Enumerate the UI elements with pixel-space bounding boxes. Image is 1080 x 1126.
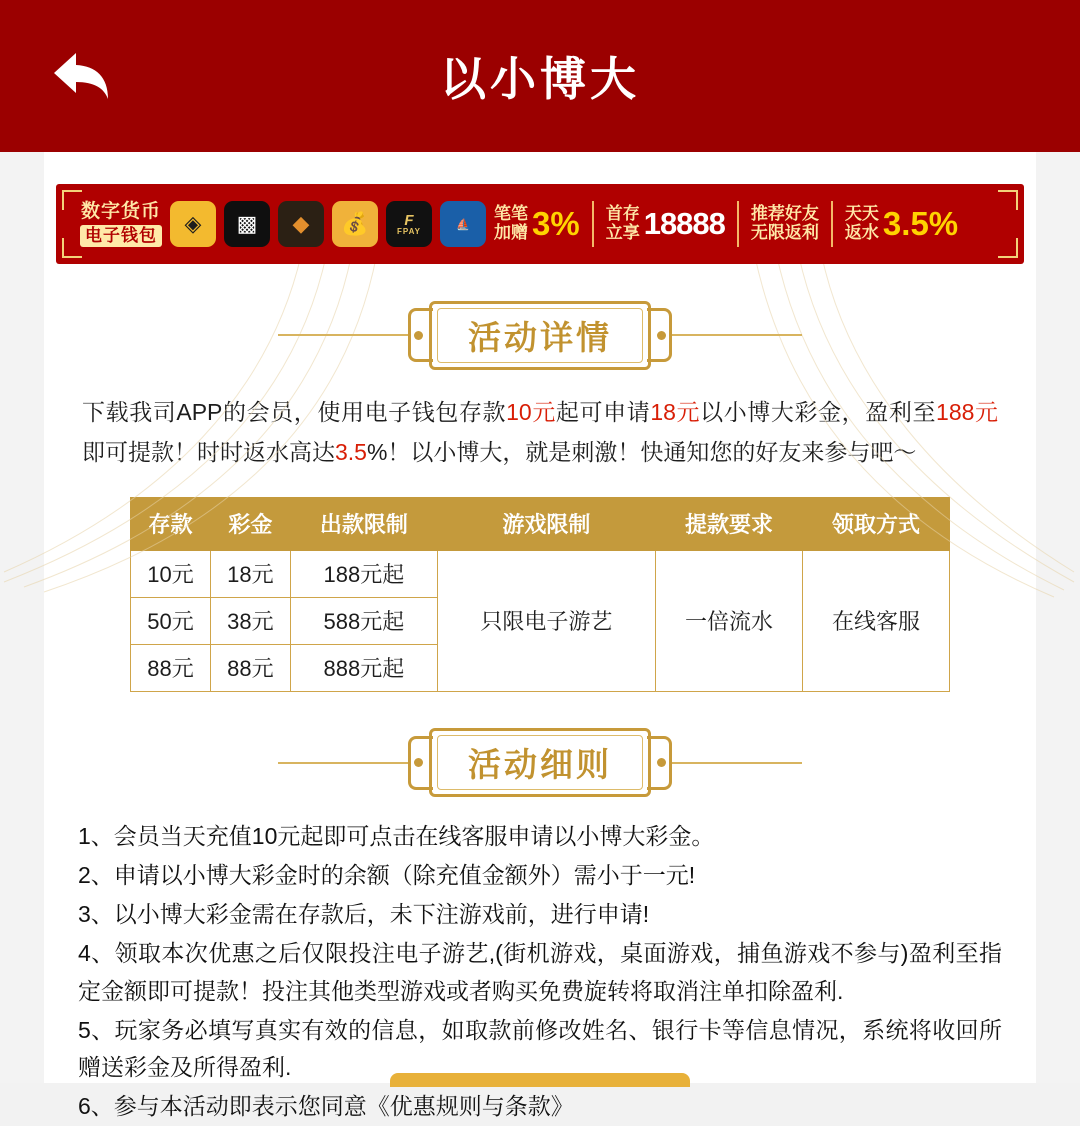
details-hl-18: 18元 <box>650 399 701 425</box>
list-item: 2、申请以小博大彩金时的余额（除充值金额外）需小于一元! <box>78 861 696 888</box>
table-header-withdraw-limit: 出款限制 <box>290 497 437 550</box>
details-text-c: 以小博大彩金，盈利至 <box>700 399 937 425</box>
promo-banner[interactable] <box>56 184 1024 264</box>
back-arrow-icon <box>46 47 116 105</box>
rules-title-rule-right <box>672 762 802 764</box>
banner-corner-bl <box>62 238 82 258</box>
cell-limit-0: 188元起 <box>290 550 437 597</box>
polygon-coin-icon: ◆ <box>278 201 324 247</box>
rules-title-rule-left <box>278 762 408 764</box>
promo-item-referral <box>751 205 819 242</box>
cell-bonus-1: 38元 <box>210 597 290 644</box>
sail-pay-icon: ⛵ <box>440 201 486 247</box>
details-paragraph <box>82 392 998 473</box>
rules-title-plaque <box>429 728 651 797</box>
details-hl-10: 10元 <box>506 399 556 425</box>
cell-deposit-1: 50元 <box>131 597 211 644</box>
list-item: 3、以小博大彩金需在存款后，未下注游戏前，进行申请! <box>78 901 650 927</box>
promo-item-rebate <box>494 205 580 243</box>
promo-item-2-line2: 无限返利 <box>750 223 819 242</box>
table-row <box>131 550 950 597</box>
details-title-plaque <box>429 301 651 370</box>
plaque-wing-right <box>647 308 672 362</box>
promo-wallet-label <box>80 201 162 246</box>
promo-item-3-value: 3.5% <box>882 205 959 242</box>
list-item: 4、领取本次优惠之后仅限投注电子游艺,(街机游戏，桌面游戏，捕鱼游戏不参与)盈利至指定金额即可提款！投注其他类型游戏或者购买免费旋转将取消注单扣除盈利. <box>78 940 1002 1004</box>
bottom-action-button[interactable] <box>390 1073 690 1087</box>
details-text-a: 下载我司APP的会员，使用电子钱包存款 <box>82 399 507 425</box>
table-header-claim-method: 领取方式 <box>802 497 949 550</box>
list-item: 5、玩家务必填写真实有效的信息，如取款前修改姓名、银行卡等信息情况，系统将收回所赠送彩金及所得盈利. <box>78 1016 1002 1080</box>
promo-divider-2 <box>737 201 739 247</box>
table-header-deposit: 存款 <box>131 497 211 550</box>
promo-divider-3 <box>831 201 833 247</box>
promo-label-line2: 电子钱包 <box>80 225 162 247</box>
binance-coin-icon: ◈ <box>170 201 216 247</box>
details-text-b: 起可申请 <box>555 399 651 425</box>
cell-deposit-0: 10元 <box>131 550 211 597</box>
table-header-row <box>131 497 950 550</box>
fpay-icon: F FPAY <box>386 201 432 247</box>
banner-corner-tl <box>62 190 82 210</box>
table-header-bonus: 彩金 <box>210 497 290 550</box>
table-header-game-limit: 游戏限制 <box>437 497 655 550</box>
table-header-withdraw-req: 提款要求 <box>655 497 802 550</box>
rules-plaque-wing-left <box>408 736 433 790</box>
details-text-d: 即可提款！时时返水高达 <box>82 439 335 466</box>
banner-corner-tr <box>998 190 1018 210</box>
list-item: 6、参与本活动即表示您同意《优惠规则与条款》 <box>78 1093 574 1120</box>
promo-item-2-line1: 推荐好友 <box>750 204 819 224</box>
promo-table-wrap <box>130 497 950 692</box>
usdt-coin-icon: ▩ <box>224 201 270 247</box>
promo-item-1-line2: 立享 <box>605 223 640 242</box>
cell-game-limit: 只限电子游艺 <box>437 550 655 691</box>
plaque-wing-left <box>408 308 433 362</box>
promo-table <box>130 497 950 692</box>
details-text-e: %！以小博大，就是刺激！快通知您的好友来参与吧～ <box>366 439 917 466</box>
cell-limit-2: 888元起 <box>290 644 437 691</box>
cell-withdraw-req: 一倍流水 <box>655 550 802 691</box>
section-header-details <box>44 298 1036 372</box>
rules-plaque-wing-right <box>647 736 672 790</box>
promo-item-0-value: 3% <box>532 205 580 242</box>
rules-title-text: 活动细则 <box>468 746 612 783</box>
back-button[interactable] <box>44 43 118 109</box>
content-card <box>44 152 1036 1120</box>
promo-item-1-line1: 首存 <box>605 204 640 224</box>
promo-divider-1 <box>592 201 594 247</box>
promo-item-0-line2: 加赠 <box>494 223 528 242</box>
promo-label-line1: 数字货币 <box>80 201 161 223</box>
app-header <box>0 0 1080 152</box>
promo-item-1-value: 18888 <box>643 206 725 241</box>
details-title-text: 活动详情 <box>468 318 612 356</box>
page-body <box>0 152 1080 1120</box>
promo-item-daily-rebate <box>845 205 958 243</box>
list-item: 1、会员当天充值10元起即可点击在线客服申请以小博大彩金。 <box>78 822 715 849</box>
cell-deposit-2: 88元 <box>131 644 211 691</box>
cell-limit-1: 588元起 <box>290 597 437 644</box>
details-hl-188: 188元 <box>936 399 999 425</box>
promo-item-3-line2: 返水 <box>844 223 879 242</box>
banner-corner-br <box>998 238 1018 258</box>
title-rule-right <box>672 334 802 336</box>
promo-item-0-line1: 笔笔 <box>494 204 528 224</box>
cell-bonus-0: 18元 <box>210 550 290 597</box>
gold-wallet-icon: 💰 <box>332 201 378 247</box>
section-header-rules <box>44 726 1036 800</box>
title-rule-left <box>278 334 408 336</box>
page-title: 以小博大 <box>440 53 640 105</box>
promo-item-3-line1: 天天 <box>844 204 879 224</box>
details-hl-35: 3.5 <box>335 439 367 466</box>
cell-claim-method: 在线客服 <box>802 550 949 691</box>
cell-bonus-2: 88元 <box>210 644 290 691</box>
promo-item-first-deposit <box>606 205 725 242</box>
